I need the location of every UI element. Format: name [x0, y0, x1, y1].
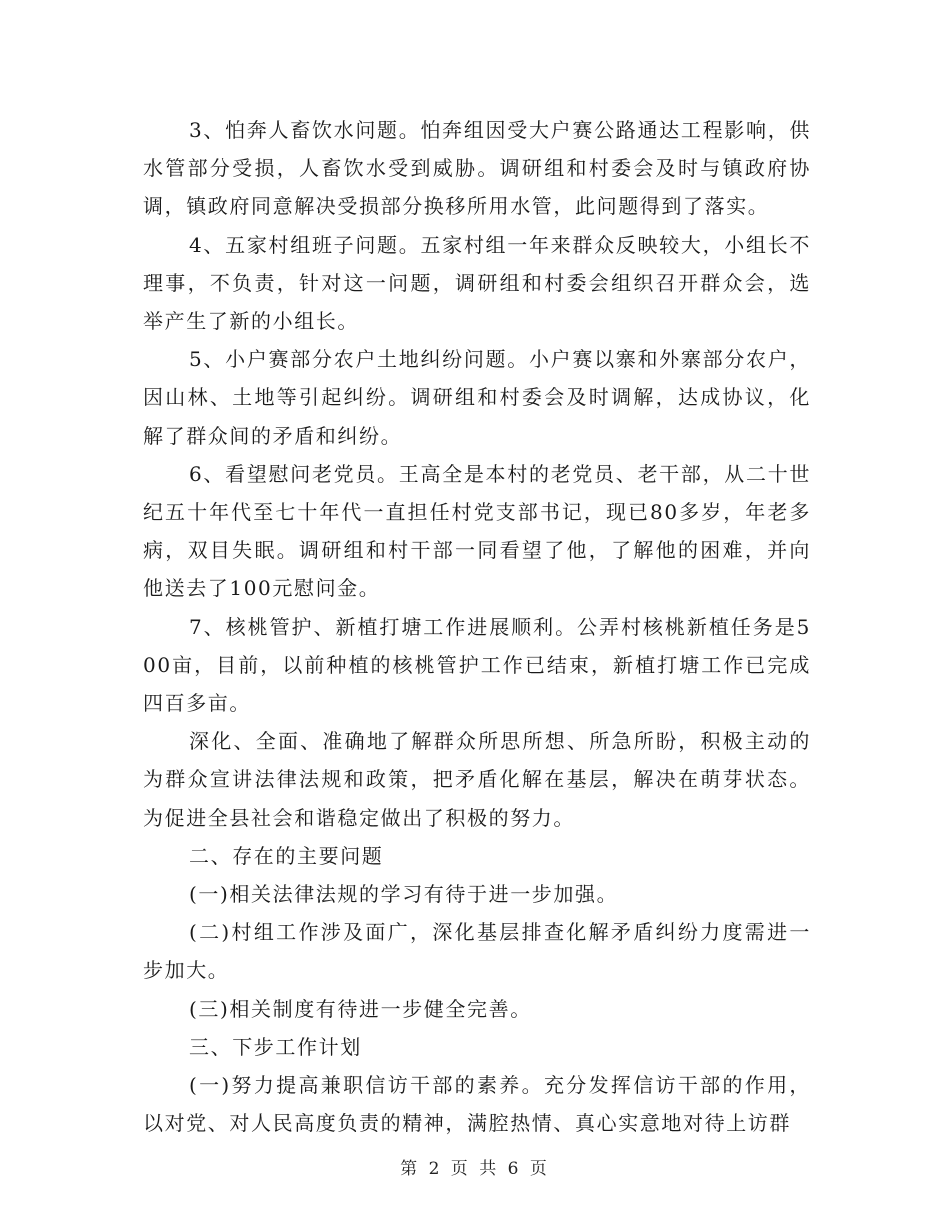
paragraph-summary: 深化、全面、准确地了解群众所思所想、所急所盼，积极主动的为群众宣讲法律法规和政策，把矛盾化解在基层，解决在萌芽状态。为促进全县社会和谐稳定做出了积极的努力。 [143, 729, 811, 830]
section-heading-main-problems: 二、存在的主要问题 [189, 843, 384, 868]
paragraph-item-4-team-issue: 4、五家村组班子问题。五家村组一年来群众反映较大，小组长不理事，不负责，针对这一问题，调研组和村委会组织召开群众会，选举产生了新的小组长。 [143, 232, 811, 334]
paragraph-problem-2: (二)村组工作涉及面广，深化基层排查化解矛盾纠纷力度需进一步加大。 [143, 920, 811, 983]
paragraph-item-7-walnut-work: 7、核桃管护、新植打塘工作进展顺利。公弄村核桃新植任务是500亩，目前，以前种植的核桃管护工作已结束，新植打塘工作已完成四百多亩。 [143, 614, 811, 716]
paragraph-problem-3: (三)相关制度有待进一步健全完善。 [189, 996, 532, 1021]
paragraph-item-5-land-dispute: 5、小户赛部分农户土地纠纷问题。小户赛以寨和外寨部分农户，因山林、土地等引起纠纷。调研组和村委会及时调解，达成协议，化解了群众间的矛盾和纠纷。 [143, 347, 811, 448]
page-number-footer: 第 2 页 共 6 页 [400, 1159, 550, 1179]
document-body [143, 111, 811, 1142]
paragraph-item-6-visit-veteran: 6、看望慰问老党员。王高全是本村的老党员、老干部，从二十世纪五十年代至七十年代一直担任村党支部书记，现已80多岁，年老多病，双目失眠。调研组和村干部一同看望了他，了解他的困难，并向他送去了100元慰问金。 [143, 461, 811, 601]
paragraph-item-3-drinking-water: 3、怕奔人畜饮水问题。怕奔组因受大户赛公路通达工程影响，供水管部分受损，人畜饮水受到威胁。调研组和村委会及时与镇政府协调，镇政府同意解决受损部分换移所用水管，此问题得到了落实。 [143, 118, 811, 219]
paragraph-problem-1: (一)相关法律法规的学习有待于进一步加强。 [189, 882, 619, 907]
paragraph-plan-1: (一)努力提高兼职信访干部的素养。充分发挥信访干部的作用，以对党、对人民高度负责的精神，满腔热情、真心实意地对待上访群 [143, 1073, 811, 1136]
section-heading-next-plan: 三、下步工作计划 [189, 1034, 362, 1059]
